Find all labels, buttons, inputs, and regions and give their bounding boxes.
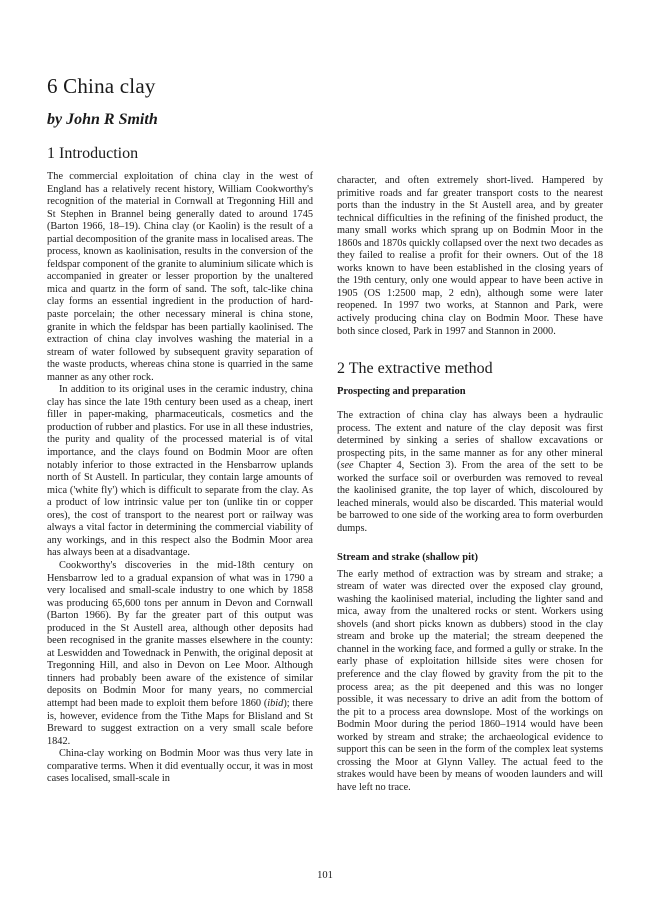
prospecting-ref: see	[340, 460, 354, 472]
intro-paragraph-4: China-clay working on Bodmin Moor was thus very late in comparative terms. When it did eventually occur, it was in most cases localised, small-scale in	[47, 748, 313, 785]
prospecting-text-b: Chapter 4, Section 3). From the area of the sett to be worked the surface soil or overburden was removed to reveal the kaolinised granite, the top layer of which, discoloured by leached minerals, would also be discarded. This material would be barrowed to one side of the working area to form overburden dumps.	[337, 460, 603, 535]
chapter-author	[47, 111, 158, 129]
intro-paragraph-3: Cookworthy's discoveries in the mid-18th century on Hensbarrow led to a gradual expansion of what was in 1790 a very localised and small-scale industry to one which by 1858 was producing 65,600 tons per annum in Devon and Cornwall (Barton 1966). By far the greater part of this output was produced in the St Austell area, although other deposits had been recognised in the granite masses elsewhere in the county: at Leswidden and Towednack in Penwith, the original deposit at Tregonning Hill, and also in Devon on Lee Moor. Although tinners had probably been aware of the existence of similar deposits on Bodmin Moor for many years, no commercial attempt had been made to exploit them before 1860 (ibid); there is, however, evidence from the Tithe Maps for Blisland and St Breward to suggest extraction on a very small scale before 1842.	[47, 559, 313, 747]
left-column	[47, 145, 313, 786]
right-column	[337, 175, 603, 794]
author-prefix: by	[47, 111, 67, 128]
intro-paragraph-1: The commercial exploitation of china clay in the west of England has a relatively recent history, William Cookworthy's recognition of the material in Cornwall at Tregonning Hill and St Stephen in Brannel being generally dated to around 1745 (Barton 1966, 18–19). China clay (or Kaolin) is the result of a partial decomposition of the granite mass in localised areas. The process, known as kaolinisation, results in the conversion of the feldspar component of the granite to aluminium silicate which is accompanied in greater or lesser proportion by the unaltered mica and quartz in the form of sand. The soft, talc-like china clay forms an essential ingredient in the production of hard-paste porcelain; the other necessary mineral is china stone, granite in which the feldspar has been partially kaolinised. The extraction of china clay involves washing the material in a stream of water followed by subsequent gravity separation of the waste products, whereas china stone is quarried in the same manner as any other rock.	[47, 171, 313, 383]
stream-paragraph: The early method of extraction was by stream and strake; a stream of water was directed over the exposed clay ground, washing the kaolinised material, including the lighter sand and mica, away from the unaltered rocks or stent. Workers using shovels (and short picks known as dubbers) stood in the clay stream and broke up the material; the stream deepened the channel in the working face, and formed a gully or strake. In the early phase of exploitation hillside sites were chosen for preference and the clay flowed by gravity from the pit to the process area; as the pit deepened and this was no longer possible, it was necessary to drive an adit from the bottom of the pit to a process area downslope. Most of the workings on Bodmin Moor during the period 1860–1914 would have been worked by stream and strake; the archaeological evidence to support this can be seen in the form of the complex leat systems crossing the Moor at Glynn Valley. The actual feed to the strakes would have been by means of wooden launders and will have left no trace.	[337, 568, 603, 793]
prospecting-text-a: The extraction of china clay has always been a hydraulic process. The extent and nature of the clay deposit was first determined by sinking a series of shallow excavations or prospecting pits, in the same manner as for any other mineral (	[337, 410, 603, 472]
author-name: John R Smith	[66, 111, 158, 128]
section-heading-extractive-method: 2 The extractive method	[337, 360, 493, 378]
subheading-prospecting: Prospecting and preparation	[337, 386, 466, 398]
subheading-stream-and-strake: Stream and strake (shallow pit)	[337, 551, 478, 563]
section-heading-introduction: 1 Introduction	[47, 145, 139, 162]
ibid-ref: ibid	[267, 697, 284, 709]
prospecting-paragraph	[337, 410, 603, 535]
intro-paragraph-4-continued: character, and often extremely short-lived. Hampered by primitive roads and far greater transport costs to the nearest ports than the industry in the St Austell area, and by greater technical difficulties in the refining of the finished product, the many small works which sprang up on Bodmin Moor in the 1860s and 1870s quickly collapsed over the next two decades as they failed to realise a profit for their owners. Out of the 18 works known to have been established in the closing years of the 19th century, only one would appear to have been active in 1905 (OS 1:2500 map, 2 edn), although some were later reopened. In 1997 two works, at Stannon and Park, were actively producing china clay on Bodmin Moor. These have both since closed, Park in 1997 and Stannon in 2000.	[337, 175, 603, 337]
chapter-title: 6 China clay	[47, 74, 156, 98]
page-number: 101	[317, 870, 333, 881]
intro-paragraph-2: In addition to its original uses in the ceramic industry, china clay has since the late 19th century been used as a cheap, inert filler in paper-making, pharmaceuticals, cosmetics and the production of rubber and plastics. For use in all these industries, the purity and quality of the processed material is of vital importance, and the clays found on Bodmin Moor are often notably inferior to those extracted in the Hensbarrow uplands north of St Austell. In particular, they contain large amounts of mica ('white fly') which is difficult to separate from the clay. As a product of low intrinsic value per ton (unlike tin or copper ores), the cost of transport to the nearest port or railway was always a vital factor in determining the commercial viability of any workings, and in this respect also the Bodmin Moor area has always been at a disadvantage.	[47, 384, 313, 559]
